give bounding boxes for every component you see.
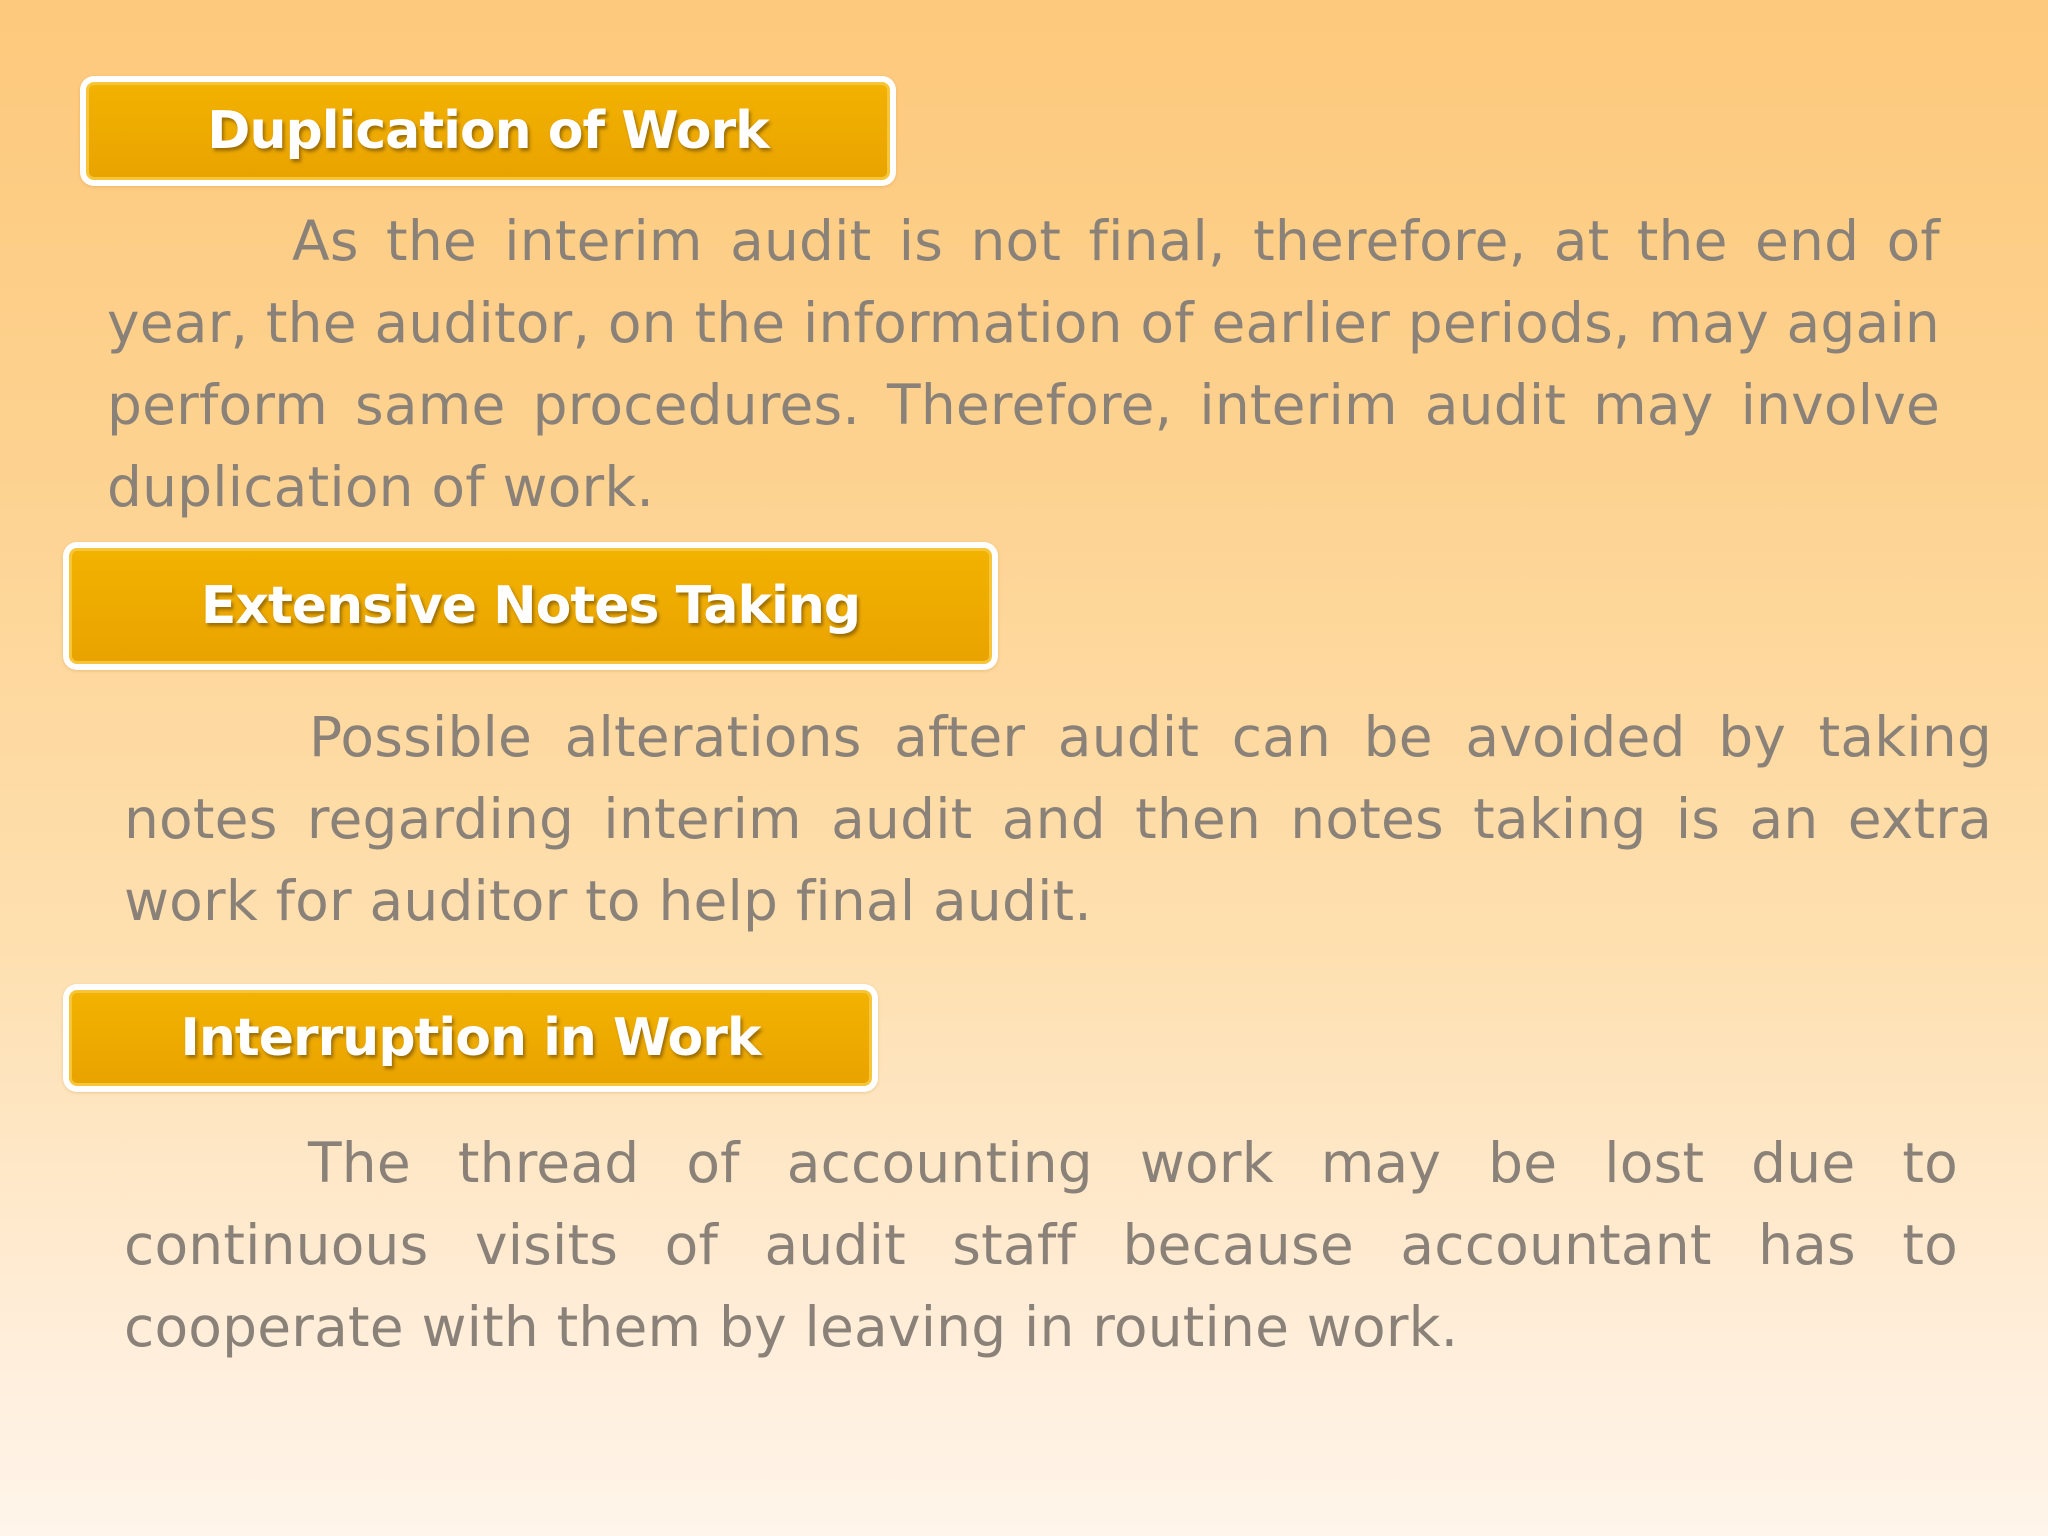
heading-box-interruption-in-work — [63, 984, 878, 1092]
paragraph-duplication-of-work: As the interim audit is not final, therefore, at the end of year, the auditor, on the information of earlier periods, may again perform same procedures. Therefore, interim audit may involve duplication of work. — [107, 209, 1940, 519]
paragraph-extensive-notes-taking: Possible alterations after audit can be avoided by taking notes regarding interim audit and then notes taking is an extra work for auditor to help final audit. — [124, 705, 1992, 933]
heading-duplication-of-work: Duplication of Work — [207, 101, 769, 161]
heading-inner-extensive-notes-taking — [69, 548, 992, 664]
heading-interruption-in-work: Interruption in Work — [180, 1008, 761, 1068]
heading-inner-duplication-of-work — [86, 82, 890, 180]
paragraph-interruption-in-work: The thread of accounting work may be lost due to continuous visits of audit staff because accountant has to cooperate with them by leaving in routine work. — [124, 1131, 1958, 1359]
heading-extensive-notes-taking: Extensive Notes Taking — [200, 576, 861, 636]
heading-inner-interruption-in-work — [69, 990, 872, 1086]
heading-box-extensive-notes-taking — [63, 542, 998, 670]
heading-box-duplication-of-work — [80, 76, 896, 186]
